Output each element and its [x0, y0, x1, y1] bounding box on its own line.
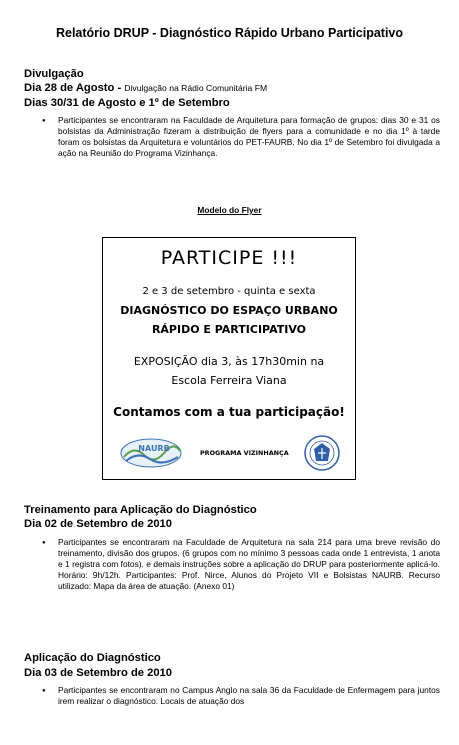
section-heading-treinamento: Treinamento para Aplicação do Diagnóstico — [24, 504, 257, 516]
date-03-setembro: Dia 03 de Setembro de 2010 — [24, 667, 172, 679]
page-title: Relatório DRUP - Diagnóstico Rápido Urbano Participativo — [55, 26, 404, 40]
programa-vizinhanca-logo-text: PROGRAMA VIZINHANÇA — [200, 449, 289, 457]
flyer-caption: Modelo do Flyer — [197, 205, 262, 215]
university-seal-icon — [304, 435, 340, 471]
date-label: Dia 28 de Agosto - — [24, 82, 122, 94]
flyer-title-line1: DIAGNÓSTICO DO ESPAÇO URBANO — [120, 304, 338, 317]
section-heading-aplicacao: Aplicação do Diagnóstico — [24, 652, 161, 664]
naurb-logo-text: NAURB — [138, 444, 170, 453]
flyer-dates: 2 e 3 de setembro - quinta e sexta — [142, 286, 316, 297]
date-28-agosto — [24, 82, 267, 94]
flyer-title-line2: RÁPIDO E PARTICIPATIVO — [151, 323, 307, 336]
bullet-icon: ● — [42, 540, 46, 546]
naurb-logo-icon — [120, 437, 182, 469]
flyer-location: Escola Ferreira Viana — [171, 374, 287, 387]
bullet-icon: ● — [42, 688, 46, 694]
date-02-setembro: Dia 02 de Setembro de 2010 — [24, 518, 172, 530]
date-30-31-agosto: Dias 30/31 de Agosto e 1º de Setembro — [24, 97, 230, 109]
flyer-call-to-action: Contamos com a tua participação! — [113, 405, 345, 419]
section-heading-divulgacao: Divulgação — [24, 68, 84, 80]
date-note: Divulgação na Rádio Comunitária FM — [124, 83, 268, 93]
flyer-image — [102, 237, 356, 480]
flyer-exposicao: EXPOSIÇÃO dia 3, às 17h30min na — [133, 355, 325, 368]
bullet-icon: ● — [42, 118, 46, 124]
paragraph-divulgacao: Participantes se encontraram na Faculdade de Arquitetura para formação de grupos: dias 30 e 31 os bolsistas da Administração fizeram a distribuição de flyers para a comunidade e no dia 1º à tarde foram os bolsistas da Arquitetura e voluntários do PET-FAURB. No dia 1º de Setembro foi divulgada a ação na Reunião do Programa Vizinhança. — [58, 115, 440, 158]
paragraph-aplicacao: Participantes se encontraram no Campus Anglo na sala 36 da Faculdade de Enfermagem para juntos irem realizar o diagnóstico. Locais de atuação dos — [58, 685, 440, 706]
paragraph-treinamento: Participantes se encontraram na Faculdade de Arquitetura na sala 214 para uma breve revisão do treinamento, divisão dos grupos. (6 grupos com no mínimo 3 pessoas cada onde 1 entrevista, 1 anota e 1 registra com fotos). e demais instruções sobre a aplicação do DRUP para posteriormente aplicá-lo. Horário: 9h/12h. Participantes: Prof. Nirce, Alunos do Projeto VII e Bolsistas NAURB. Recurso utilizado: Mapa da área de atuação. (Anexo 01) — [58, 537, 440, 591]
flyer-headline: PARTICIPE !!! — [160, 247, 298, 269]
